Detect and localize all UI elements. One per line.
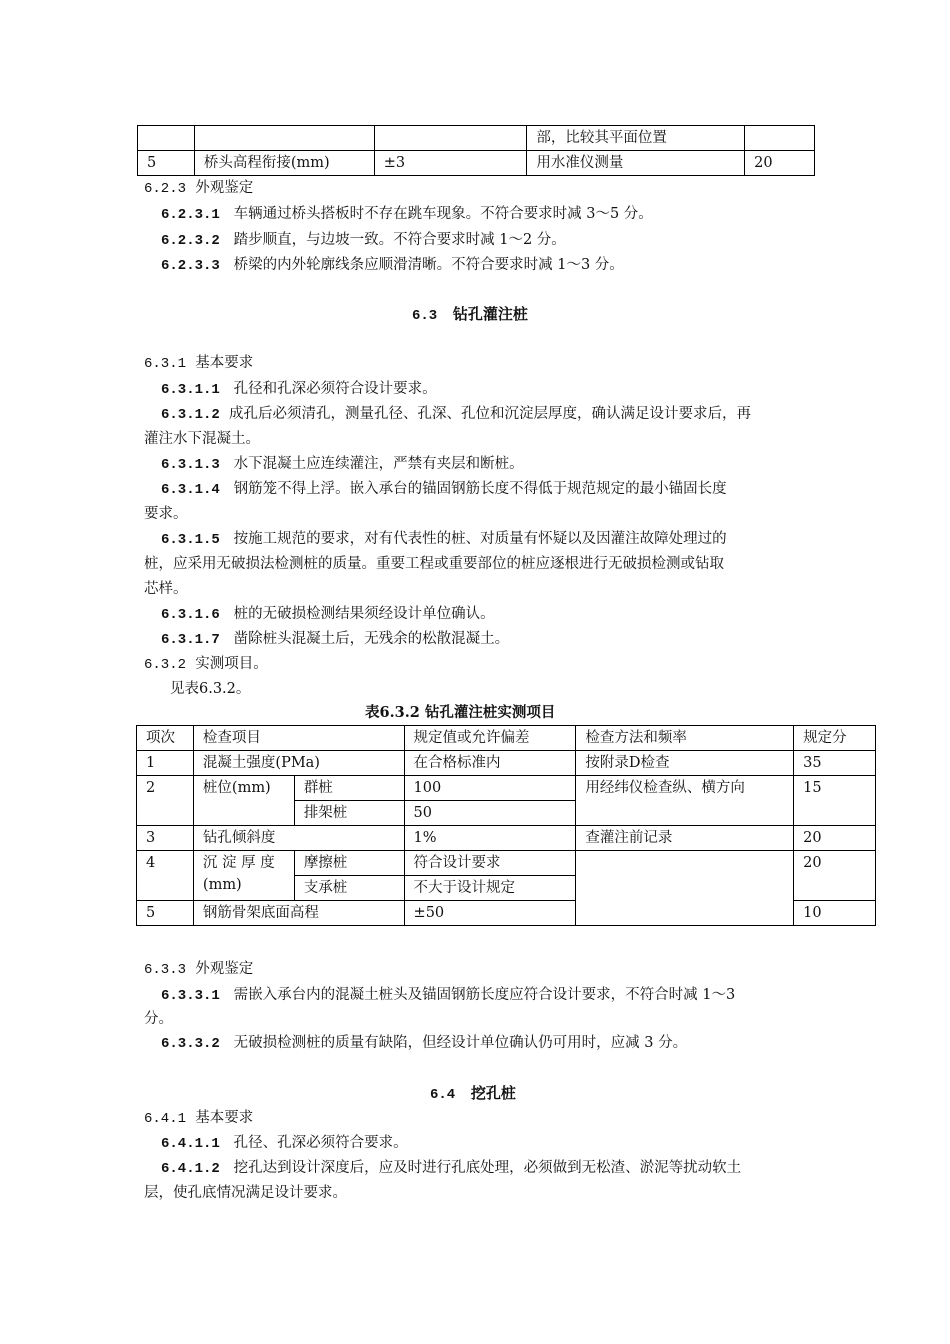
- section-6-3-3: [144, 959, 253, 980]
- clause-6-2-3-3: [161, 255, 624, 276]
- table-cell: 不大于设计规定: [404, 876, 576, 901]
- table-cell: [576, 851, 794, 926]
- table-caption: 表6.3.2 钻孔灌注桩实测项目: [365, 704, 556, 721]
- table-cell: 按附录D检查: [576, 751, 794, 776]
- clause-number: 6.3.1.5: [161, 532, 220, 548]
- clause-6-3-3-1: [161, 985, 735, 1006]
- heading-title: 挖孔桩: [470, 1084, 516, 1102]
- table-cell: 符合设计要求: [404, 851, 576, 876]
- table-cell: [138, 126, 195, 151]
- table-cell: 在合格标准内: [404, 751, 576, 776]
- heading-number: 6.3: [412, 308, 438, 324]
- table-cell: 混凝土强度(PMa): [193, 751, 404, 776]
- table-row: [137, 751, 876, 776]
- heading-6-4: [430, 1083, 516, 1105]
- clause-text: 挖孔达到设计深度后，应及时进行孔底处理，必须做到无松渣、淤泥等扰动软土: [233, 1160, 742, 1176]
- table-row: [138, 151, 815, 176]
- clause-6-3-1-5-cont2: 芯样。: [144, 581, 188, 597]
- table-cell: 查灌注前记录: [576, 826, 794, 851]
- section-title: 外观鉴定: [195, 961, 254, 977]
- clause-6-3-1-6: [161, 604, 495, 625]
- clause-number: 6.3.1.1: [161, 382, 220, 398]
- clause-6-3-1-2: [161, 404, 751, 425]
- clause-text: 无破损检测桩的质量有缺陷，但经设计单位确认仍可用时，应减 3 分。: [233, 1035, 688, 1051]
- clause-text: 钢筋笼不得上浮。嵌入承台的锚固钢筋长度不得低于规范规定的最小锚固长度: [233, 481, 727, 497]
- table-cell: ±50: [404, 901, 576, 926]
- table-cell: 35: [794, 751, 876, 776]
- section-number: 6.2.3: [144, 181, 187, 197]
- table-cell: 20: [745, 151, 815, 176]
- table-cell: 10: [794, 901, 876, 926]
- clause-text: 孔径、孔深必须符合要求。: [233, 1135, 408, 1151]
- clause-text: 桩的无破损检测结果须经设计单位确认。: [233, 606, 495, 622]
- clause-6-4-1-1: [161, 1133, 408, 1154]
- section-6-4-1: [144, 1108, 253, 1129]
- table-cell: 摩擦桩: [294, 851, 404, 876]
- table-cell: 20: [794, 826, 876, 851]
- table-cell: 桥头高程衔接(mm): [194, 151, 374, 176]
- clause-number: 6.3.3.1: [161, 988, 220, 1004]
- table-header-row: [137, 726, 876, 751]
- clause-text: 水下混凝土应连续灌注，严禁有夹层和断桩。: [233, 456, 524, 472]
- table-cell: 桩位(mm): [193, 776, 294, 826]
- table-cell: 钢筋骨架底面高程: [193, 901, 404, 926]
- clause-6-3-3-1-cont: 分。: [144, 1011, 173, 1027]
- table-cell: 用水准仪测量: [527, 151, 745, 176]
- header-cell: 项次: [137, 726, 194, 751]
- section-6-3-2: [144, 654, 268, 675]
- clause-number: 6.2.3.2: [161, 233, 220, 249]
- table-cell: 支承桩: [294, 876, 404, 901]
- clause-text: 孔径和孔深必须符合设计要求。: [233, 381, 437, 397]
- cell-line: (mm): [202, 877, 242, 893]
- clause-text: 凿除桩头混凝土后，无残余的松散混凝土。: [233, 631, 510, 647]
- section-number: 6.3.1: [144, 356, 187, 372]
- heading-title: 钻孔灌注桩: [452, 305, 528, 323]
- header-cell: 检查方法和频率: [576, 726, 794, 751]
- cell-line: 沉 淀 厚 度: [202, 855, 275, 871]
- section-title: 基本要求: [195, 1110, 254, 1126]
- table-cell: 群桩: [294, 776, 404, 801]
- table-row: [138, 126, 815, 151]
- table-cell: 50: [404, 801, 576, 826]
- top-table: [137, 125, 815, 176]
- clause-6-3-1-4: [161, 479, 727, 500]
- clause-6-4-1-2: [161, 1158, 741, 1179]
- inspection-table: [136, 725, 876, 926]
- section-number: 6.3.3: [144, 962, 187, 978]
- clause-text: 需嵌入承台内的混凝土桩头及锚固钢筋长度应符合设计要求，不符合时减 1～3: [233, 987, 736, 1003]
- header-cell: 检查项目: [193, 726, 404, 751]
- clause-6-2-3-1: [161, 204, 653, 225]
- header-cell: 规定值或允许偏差: [404, 726, 576, 751]
- clause-number: 6.4.1.1: [161, 1136, 220, 1152]
- clause-number: 6.3.3.2: [161, 1036, 220, 1052]
- clause-number: 6.2.3.3: [161, 258, 220, 274]
- table-cell: 1%: [404, 826, 576, 851]
- table-cell: [193, 851, 294, 901]
- table-cell: 排架桩: [294, 801, 404, 826]
- section-title: 实测项目。: [195, 656, 268, 672]
- table-cell: 15: [794, 776, 876, 826]
- table-cell: 1: [137, 751, 194, 776]
- table-cell: [374, 126, 527, 151]
- clause-6-3-1-5-cont: 桩，应采用无破损法检测桩的质量。重要工程或重要部位的桩应逐根进行无破损检测或钻取: [144, 556, 724, 572]
- see-table-ref: 见表6.3.2。: [170, 681, 251, 697]
- clause-number: 6.3.1.7: [161, 632, 220, 648]
- heading-number: 6.4: [430, 1087, 456, 1103]
- table-cell: 4: [137, 851, 194, 901]
- table-cell: [194, 126, 374, 151]
- clause-number: 6.3.1.3: [161, 457, 220, 473]
- section-6-2-3: [144, 178, 253, 199]
- clause-text: 桥梁的内外轮廓线条应顺滑清晰。不符合要求时减 1～3 分。: [233, 257, 624, 273]
- clause-number: 6.3.1.4: [161, 482, 220, 498]
- clause-6-3-3-2: [161, 1033, 687, 1054]
- clause-6-3-1-2-cont: 灌注水下混凝土。: [144, 431, 260, 447]
- table-cell: 钻孔倾斜度: [193, 826, 404, 851]
- table-cell: 100: [404, 776, 576, 801]
- clause-6-3-1-3: [161, 454, 524, 475]
- clause-6-3-1-1: [161, 379, 437, 400]
- clause-6-2-3-2: [161, 230, 566, 251]
- table-cell: ±3: [374, 151, 527, 176]
- table-cell: 用经纬仪检查纵、横方向: [576, 776, 794, 826]
- table-cell: 2: [137, 776, 194, 826]
- section-title: 外观鉴定: [195, 180, 254, 196]
- table-row: [137, 851, 876, 876]
- clause-6-3-1-5: [161, 529, 727, 550]
- clause-text: 成孔后必须清孔，测量孔径、孔深、孔位和沉淀层厚度，确认满足设计要求后，再: [229, 406, 752, 422]
- table-cell: 20: [794, 851, 876, 901]
- clause-text: 车辆通过桥头搭板时不存在跳车现象。不符合要求时减 3～5 分。: [233, 206, 653, 222]
- clause-6-3-1-7: [161, 629, 509, 650]
- clause-number: 6.2.3.1: [161, 207, 220, 223]
- clause-text: 按施工规范的要求，对有代表性的桩、对质量有怀疑以及因灌注故障处理过的: [233, 531, 727, 547]
- table-cell: 5: [137, 901, 194, 926]
- section-title: 基本要求: [195, 355, 254, 371]
- header-cell: 规定分: [794, 726, 876, 751]
- clause-text: 踏步顺直，与边坡一致。不符合要求时减 1～2 分。: [233, 232, 566, 248]
- section-number: 6.3.2: [144, 657, 187, 673]
- clause-number: 6.3.1.2: [161, 407, 220, 423]
- section-6-3-1: [144, 353, 253, 374]
- clause-6-3-1-4-cont: 要求。: [144, 506, 188, 522]
- heading-6-3: [412, 304, 528, 326]
- table-cell: 部，比较其平面位置: [527, 126, 745, 151]
- table-cell: 3: [137, 826, 194, 851]
- section-number: 6.4.1: [144, 1111, 187, 1127]
- clause-number: 6.3.1.6: [161, 607, 220, 623]
- table-cell: 5: [138, 151, 195, 176]
- table-row: [137, 776, 876, 801]
- clause-6-4-1-2-cont: 层，使孔底情况满足设计要求。: [144, 1185, 347, 1201]
- table-cell: [745, 126, 815, 151]
- clause-number: 6.4.1.2: [161, 1161, 220, 1177]
- table-row: [137, 826, 876, 851]
